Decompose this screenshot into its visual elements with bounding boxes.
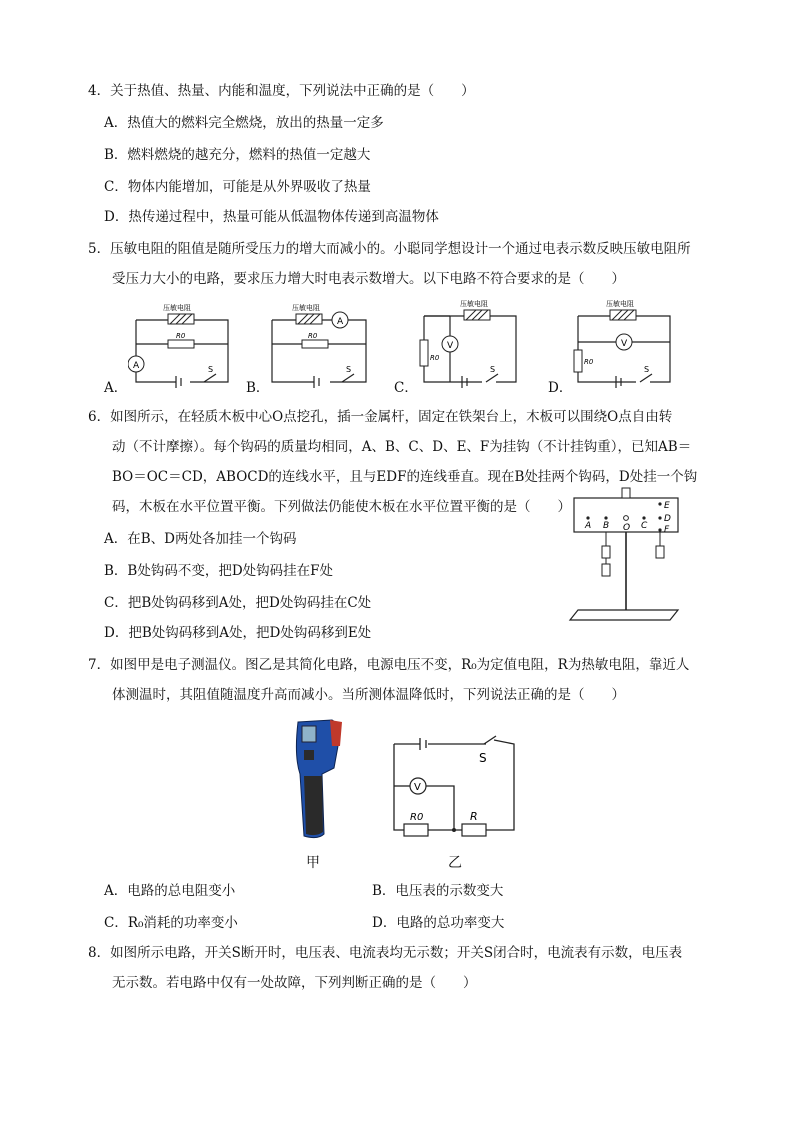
q6-option-b: B．B处钩码不变，把D处钩码挂在F处: [104, 563, 334, 579]
q7-option-d: D．电路的总功率变大: [372, 915, 505, 931]
q6-stem-line4: 码，木板在水平位置平衡。下列做法仍能使木板在水平位置平衡的是（ ）: [112, 499, 571, 515]
q5-label-d: D．: [548, 380, 573, 396]
q7-stem-line2: 体测温时，其阻值随温度升高而减小。当所测体温降低时，下列说法正确的是（ ）: [112, 687, 625, 703]
q7-thermometer-image: [292, 716, 344, 840]
q4-option-d: D．热传递过程中，热量可能从低温物体传递到高温物体: [104, 209, 439, 225]
q6-point-o: O: [623, 523, 631, 533]
q5-circuit-b: [266, 298, 378, 390]
q6-point-a: A: [585, 521, 592, 531]
q6-point-f: F: [664, 525, 670, 535]
q5b-r0-label: R0: [308, 332, 318, 340]
q5a-ammeter: A: [133, 361, 140, 371]
q6-stem-line1: 6．如图所示，在轻质木板中心O点挖孔，插一金属杆，固定在铁架台上，木板可以围绕O点自由转: [88, 409, 673, 425]
q6-option-d: D．把B处钩码移到A处，把D处钩码移到E处: [104, 625, 372, 641]
q5-label-c: C．: [394, 380, 418, 396]
q5-stem-line2: 受压力大小的电路，要求压力增大时电表示数增大。以下电路不符合要求的是（ ）: [112, 271, 625, 287]
q4-stem: 4．关于热值、热量、内能和温度，下列说法中正确的是（ ）: [88, 83, 475, 99]
q5d-switch: S: [644, 365, 650, 374]
q5-label-b: B．: [246, 380, 270, 396]
q6-option-a: A．在B、D两处各加挂一个钩码: [104, 531, 297, 547]
q5-circuit-d: [568, 296, 680, 390]
q4-option-a: A．热值大的燃料完全燃烧，放出的热量一定多: [104, 115, 384, 131]
q7-circuit-figure: [390, 734, 518, 840]
q7-option-b: B．电压表的示数变大: [372, 883, 504, 899]
q4-option-c: C．物体内能增加，可能是从外界吸收了热量: [104, 179, 371, 195]
q5-circuit-c: [414, 296, 526, 390]
q5a-r0-label: R0: [176, 332, 186, 340]
q6-point-c: C: [641, 521, 648, 531]
q5c-sensor-label: 压敏电阻: [460, 300, 488, 308]
q4-option-b: B．燃料燃烧的越充分，燃料的热值一定越大: [104, 147, 371, 163]
q6-point-e: E: [664, 501, 670, 511]
q6-option-c: C．把B处钩码移到A处，把D处钩码挂在C处: [104, 595, 372, 611]
q6-point-b: B: [603, 521, 610, 531]
q7-option-a: A．电路的总电阻变小: [104, 883, 236, 899]
q5d-r0-label: R0: [584, 358, 594, 366]
q5-circuit-a: [128, 298, 238, 390]
q6-stem-line2: 动（不计摩擦）。每个钩码的质量均相同，A、B、C、D、E、F为挂钩（不计挂钩重），已知AB＝: [112, 439, 692, 455]
q5-label-a: A．: [104, 380, 128, 396]
q5a-sensor-label: 压敏电阻: [163, 304, 191, 312]
q6-point-d: D: [664, 514, 671, 524]
q5b-ammeter: A: [337, 317, 344, 327]
q5b-sensor-label: 压敏电阻: [292, 304, 320, 312]
q5c-voltmeter: V: [447, 341, 454, 351]
q5b-switch: S: [346, 365, 352, 374]
q7-option-c: C．R₀消耗的功率变小: [104, 915, 238, 931]
q7-caption-jia: 甲: [306, 855, 320, 871]
q7-caption-yi: 乙: [448, 855, 462, 871]
q5-stem-line1: 5．压敏电阻的阻值是随所受压力的增大而减小的。小聪同学想设计一个通过电表示数反映压敏电阻所: [88, 241, 691, 257]
q5d-sensor-label: 压敏电阻: [606, 300, 634, 308]
q7-voltmeter-label: V: [414, 782, 421, 793]
q8-stem-line2: 无示数。若电路中仅有一处故障，下列判断正确的是（ ）: [112, 975, 477, 991]
q8-stem-line1: 8．如图所示电路，开关S断开时，电压表、电流表均无示数；开关S闭合时，电流表有示数，电压表: [88, 945, 683, 961]
q5c-r0-label: R0: [430, 354, 440, 362]
q6-stem-line3: BO＝OC＝CD，ABOCD的连线水平，且与EDF的连线垂直。现在B处挂两个钩码，D处挂一个钩: [112, 469, 698, 485]
q7-r-label: R: [470, 810, 478, 823]
q7-stem-line1: 7．如图甲是电子测温仪。图乙是其简化电路，电源电压不变，R₀为定值电阻，R为热敏电阻，靠近人: [88, 657, 690, 673]
q5c-switch: S: [490, 365, 496, 374]
q6-lever-figure: [568, 484, 692, 630]
q5a-switch: S: [208, 365, 214, 374]
q7-r0-label: R0: [410, 812, 424, 823]
q7-switch-label: S: [479, 751, 487, 765]
q5d-voltmeter: V: [621, 339, 628, 349]
